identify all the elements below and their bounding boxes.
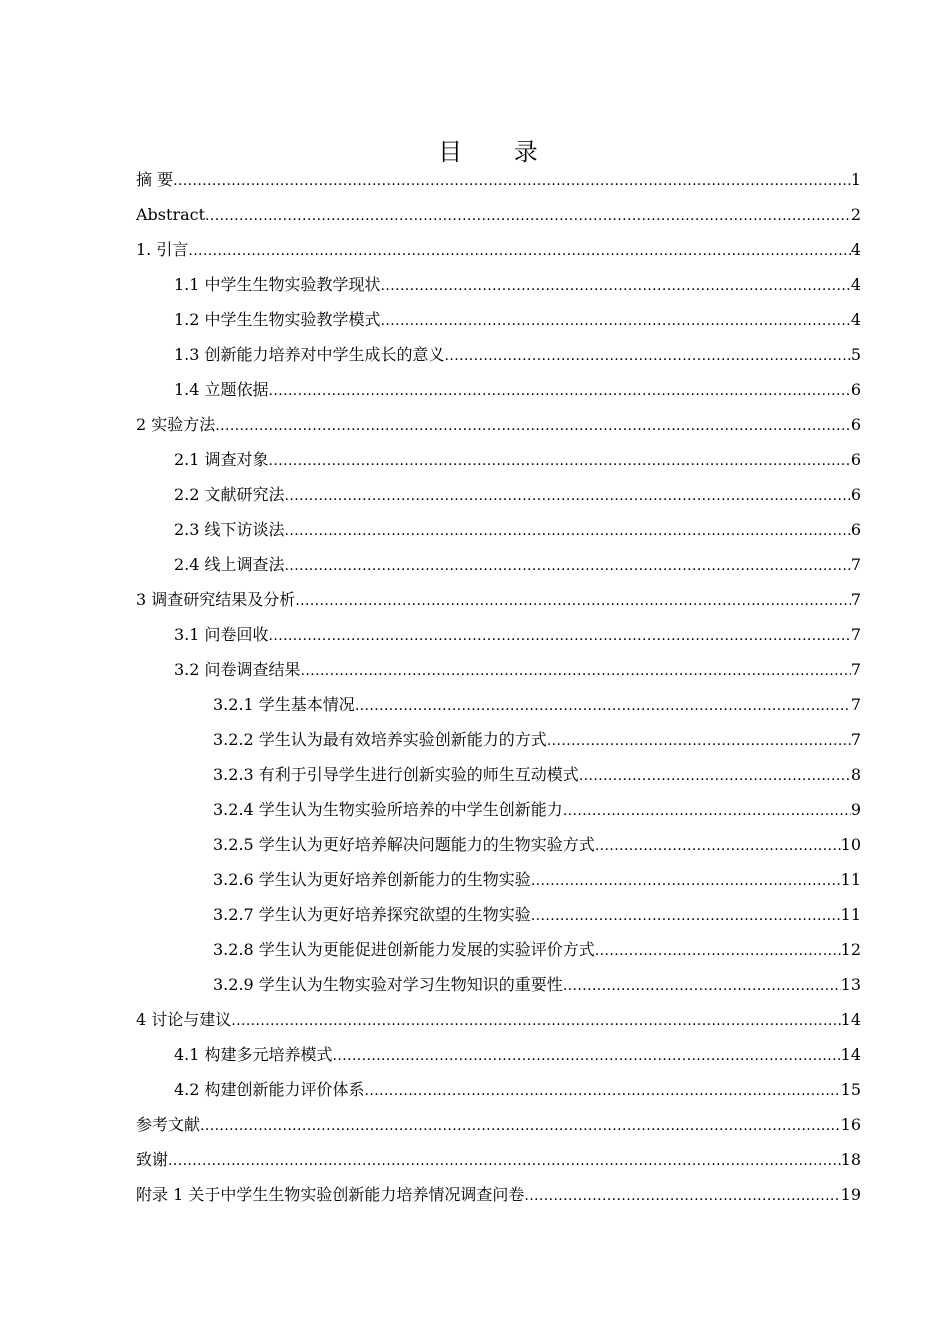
toc-leader-dots <box>295 584 851 619</box>
toc-entry[interactable] <box>136 1107 861 1142</box>
toc-leader-dots <box>563 969 841 1004</box>
toc-leader-dots <box>381 304 851 339</box>
toc-leader-dots <box>595 829 841 864</box>
toc-entry-page-number: 7 <box>850 695 861 714</box>
toc-leader-dots <box>445 339 851 374</box>
toc-leader-dots <box>355 689 851 724</box>
toc-entry[interactable] <box>136 827 861 862</box>
toc-leader-dots <box>205 199 851 234</box>
toc-leader-dots <box>301 654 851 689</box>
toc-entry-page-number: 6 <box>850 380 861 399</box>
toc-entry-label: 3.2.1 学生基本情况 <box>213 695 355 714</box>
toc-entry-page-number: 8 <box>850 765 861 784</box>
toc-entry-label: 2 实验方法 <box>136 415 216 434</box>
toc-title: 目 录 <box>438 138 560 166</box>
toc-leader-dots <box>168 1144 841 1179</box>
toc-entry-label: 3.2.3 有利于引导学生进行创新实验的师生互动模式 <box>213 765 579 784</box>
toc-leader-dots <box>200 1109 841 1144</box>
toc-leader-dots <box>333 1039 841 1074</box>
toc-leader-dots <box>381 269 851 304</box>
toc-entry-label: 3.1 问卷回收 <box>174 625 269 644</box>
toc-leader-dots <box>215 409 851 444</box>
toc-entry-label: 3.2.7 学生认为更好培养探究欲望的生物实验 <box>213 905 531 924</box>
toc-entry[interactable] <box>136 197 861 232</box>
toc-entry[interactable] <box>136 722 861 757</box>
toc-entry[interactable] <box>136 442 861 477</box>
toc-entry-label: 3.2 问卷调查结果 <box>174 660 301 679</box>
toc-entry-page-number: 2 <box>850 205 861 224</box>
toc-leader-dots <box>595 934 841 969</box>
toc-entry-page-number: 11 <box>840 870 861 889</box>
toc-entry-label: Abstract <box>136 205 206 224</box>
toc-entry[interactable] <box>136 512 861 547</box>
toc-leader-dots <box>547 724 851 759</box>
toc-entry[interactable] <box>136 162 861 197</box>
toc-entry[interactable] <box>136 862 861 897</box>
toc-entry-label: 2.4 线上调查法 <box>174 555 285 574</box>
toc-entry-label: 3.2.4 学生认为生物实验所培养的中学生创新能力 <box>213 800 563 819</box>
toc-entry[interactable] <box>136 1142 861 1177</box>
toc-entry-label: 1. 引言 <box>136 240 189 259</box>
toc-entry-page-number: 6 <box>850 415 861 434</box>
toc-entry[interactable] <box>136 932 861 967</box>
toc-entry-page-number: 19 <box>840 1185 861 1204</box>
toc-entry-label: 3.2.2 学生认为最有效培养实验创新能力的方式 <box>213 730 547 749</box>
toc-entry-label: 3.2.5 学生认为更好培养解决问题能力的生物实验方式 <box>213 835 595 854</box>
toc-leader-dots <box>579 759 851 794</box>
toc-leader-dots <box>285 514 851 549</box>
toc-entry-label: 2.1 调查对象 <box>174 450 269 469</box>
toc-entry-page-number: 7 <box>850 625 861 644</box>
toc-entry-page-number: 12 <box>840 940 861 959</box>
toc-entry-label: 4 讨论与建议 <box>136 1010 232 1029</box>
toc-entry-label: 1.3 创新能力培养对中学生成长的意义 <box>174 345 445 364</box>
toc-entry-page-number: 6 <box>850 450 861 469</box>
toc-leader-dots <box>531 864 841 899</box>
toc-entry[interactable] <box>136 337 861 372</box>
toc-leader-dots <box>188 234 850 269</box>
toc-entry-page-number: 7 <box>850 730 861 749</box>
toc-leader-dots <box>269 444 851 479</box>
toc-entry-label: 1.2 中学生生物实验教学模式 <box>174 310 381 329</box>
toc-list <box>136 162 861 1212</box>
toc-entry[interactable] <box>136 897 861 932</box>
toc-entry-page-number: 7 <box>850 555 861 574</box>
toc-entry-page-number: 7 <box>850 660 861 679</box>
toc-entry-label: 1.1 中学生生物实验教学现状 <box>174 275 381 294</box>
toc-entry-label: 致谢 <box>136 1150 169 1169</box>
toc-entry-label: 1.4 立题依据 <box>174 380 269 399</box>
toc-leader-dots <box>563 794 851 829</box>
toc-entry-label: 摘 要 <box>136 170 174 189</box>
toc-entry[interactable] <box>136 267 861 302</box>
toc-entry-label: 3.2.8 学生认为更能促进创新能力发展的实验评价方式 <box>213 940 595 959</box>
toc-leader-dots <box>531 899 841 934</box>
toc-entry-page-number: 15 <box>840 1080 861 1099</box>
toc-entry[interactable] <box>136 967 861 1002</box>
toc-entry-page-number: 18 <box>840 1150 861 1169</box>
toc-entry-label: 4.2 构建创新能力评价体系 <box>174 1080 365 1099</box>
toc-entry[interactable] <box>136 1002 861 1037</box>
toc-entry-label: 3.2.6 学生认为更好培养创新能力的生物实验 <box>213 870 531 889</box>
toc-entry[interactable] <box>136 407 861 442</box>
toc-entry-page-number: 16 <box>840 1115 861 1134</box>
toc-entry-page-number: 4 <box>850 240 861 259</box>
toc-entry-page-number: 1 <box>850 170 861 189</box>
toc-leader-dots <box>285 479 851 514</box>
toc-entry[interactable] <box>136 792 861 827</box>
toc-entry-page-number: 11 <box>840 905 861 924</box>
toc-entry[interactable] <box>136 617 861 652</box>
toc-leader-dots <box>269 374 851 409</box>
toc-leader-dots <box>173 164 851 199</box>
toc-entry[interactable] <box>136 652 861 687</box>
toc-leader-dots <box>524 1179 840 1214</box>
toc-entry-page-number: 7 <box>850 590 861 609</box>
toc-entry-label: 2.2 文献研究法 <box>174 485 285 504</box>
toc-entry-page-number: 10 <box>840 835 861 854</box>
toc-entry-page-number: 5 <box>850 345 861 364</box>
toc-entry-label: 4.1 构建多元培养模式 <box>174 1045 333 1064</box>
toc-entry-page-number: 6 <box>850 520 861 539</box>
toc-entry-label: 2.3 线下访谈法 <box>174 520 285 539</box>
toc-leader-dots <box>285 549 851 584</box>
toc-entry[interactable] <box>136 302 861 337</box>
toc-entry[interactable] <box>136 1037 861 1072</box>
toc-entry[interactable] <box>136 1177 861 1212</box>
toc-entry[interactable] <box>136 687 861 722</box>
toc-entry-page-number: 4 <box>850 275 861 294</box>
toc-entry[interactable] <box>136 477 861 512</box>
toc-entry-label: 附录 1 关于中学生生物实验创新能力培养情况调查问卷 <box>136 1185 525 1204</box>
toc-entry[interactable] <box>136 547 861 582</box>
toc-entry[interactable] <box>136 372 861 407</box>
toc-entry-label: 3.2.9 学生认为生物实验对学习生物知识的重要性 <box>213 975 563 994</box>
toc-entry[interactable] <box>136 1072 861 1107</box>
toc-leader-dots <box>231 1004 840 1039</box>
toc-entry-page-number: 14 <box>840 1010 861 1029</box>
toc-leader-dots <box>365 1074 841 1109</box>
toc-leader-dots <box>269 619 851 654</box>
toc-entry-label: 参考文献 <box>136 1115 201 1134</box>
toc-entry[interactable] <box>136 582 861 617</box>
toc-entry[interactable] <box>136 232 861 267</box>
toc-entry-label: 3 调查研究结果及分析 <box>136 590 296 609</box>
toc-entry[interactable] <box>136 757 861 792</box>
toc-entry-page-number: 6 <box>850 485 861 504</box>
toc-entry-page-number: 4 <box>850 310 861 329</box>
toc-entry-page-number: 9 <box>850 800 861 819</box>
toc-entry-page-number: 13 <box>840 975 861 994</box>
toc-entry-page-number: 14 <box>840 1045 861 1064</box>
